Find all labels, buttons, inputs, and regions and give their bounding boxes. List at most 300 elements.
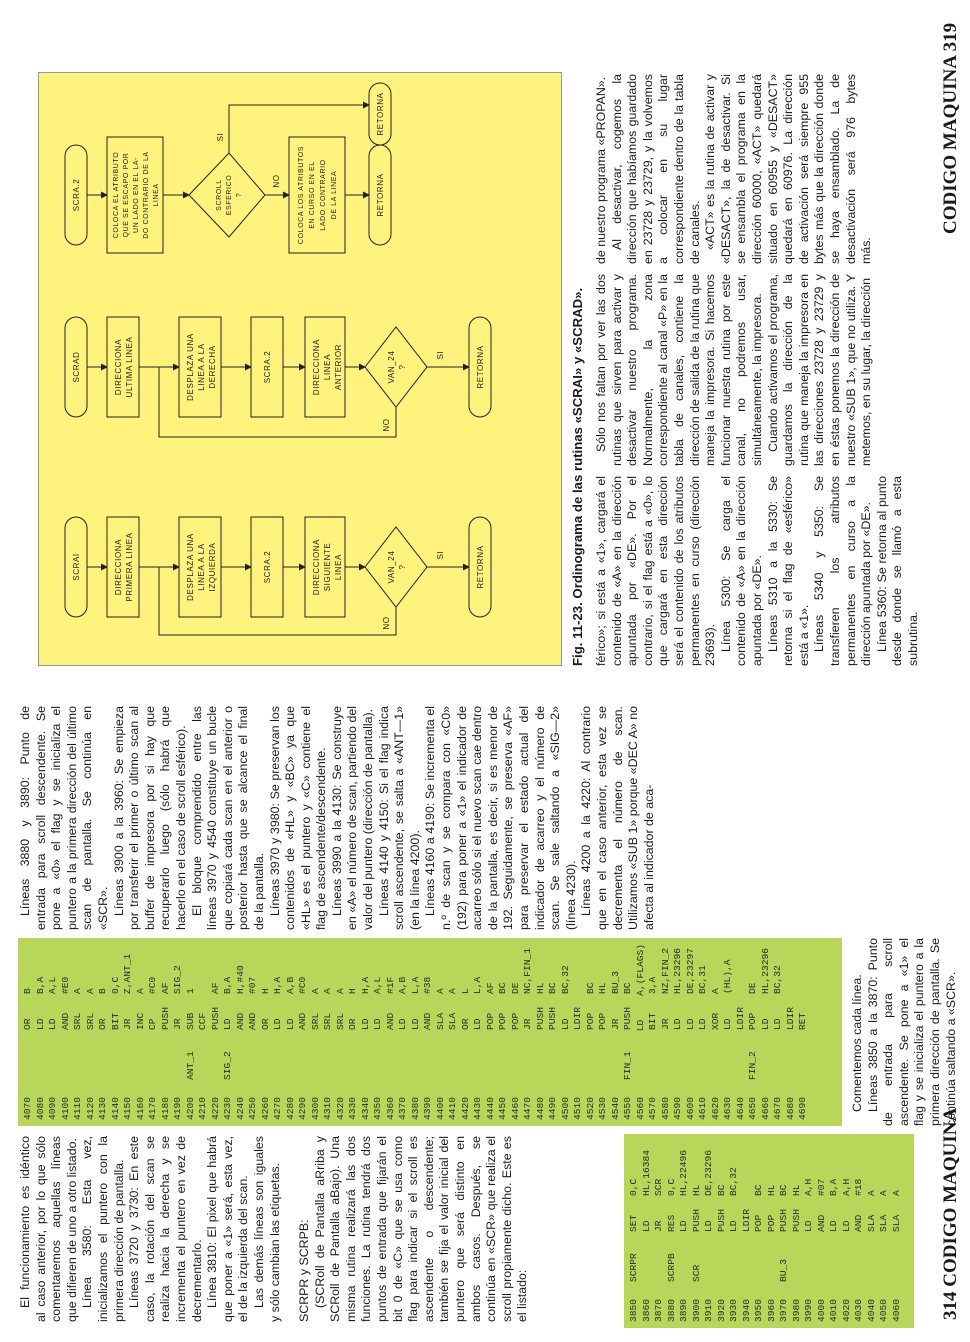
flow-text: DE LA LINEA (331, 170, 338, 220)
line-number: 4130 (97, 1096, 108, 1120)
operand: A (878, 1190, 889, 1196)
label (447, 1030, 460, 1080)
code-line (610, 944, 623, 1120)
mnemonic: AND (815, 1214, 827, 1232)
line-number: 4650 (747, 1096, 758, 1120)
label (285, 1030, 298, 1080)
operand: HL,22496 (678, 1149, 689, 1196)
line-number: 4200 (184, 1096, 196, 1120)
line-number: 4290 (297, 1096, 308, 1120)
code-line (460, 944, 473, 1120)
paragraph: Líneas 5340 y 5350: Se transfieren los atributos permanentes en curso a la dirección apuntada por «DE». (812, 476, 874, 666)
operand: BC (547, 982, 558, 994)
line-number: 3940 (740, 1298, 752, 1322)
operand (197, 944, 210, 994)
operand: HL (790, 1184, 802, 1196)
code-line (72, 944, 85, 1120)
flow-start-scrad: SCRAD (72, 351, 81, 383)
code-line (122, 944, 135, 1120)
label (210, 1030, 223, 1080)
code-line (272, 944, 285, 1120)
mnemonic: SET (628, 1214, 639, 1232)
operand: A,B (284, 976, 296, 994)
operand (797, 944, 810, 994)
flow-text: COLOCA LOS ATRIBUTOS (298, 145, 305, 245)
operand: DE,23297 (684, 947, 696, 994)
operand: BC (584, 982, 596, 994)
label (460, 1030, 473, 1080)
operand: BC (715, 1184, 727, 1196)
label: SCRPR (628, 1253, 639, 1282)
label: SCR (690, 1264, 702, 1282)
mnemonic: LD (47, 1018, 58, 1030)
code-line (247, 944, 260, 1120)
line-number: 3950 (753, 1298, 764, 1322)
mnemonic: JR (172, 1018, 183, 1030)
code-line (135, 944, 148, 1120)
mnemonic: AND (384, 1012, 396, 1030)
code-line (585, 944, 598, 1120)
operand: BC,31 (697, 965, 708, 994)
operand: A (322, 988, 333, 994)
mnemonic: POP (753, 1214, 764, 1232)
line-number: 4120 (84, 1096, 96, 1120)
code-line (285, 944, 298, 1120)
code-line (697, 944, 710, 1120)
label (828, 1232, 841, 1282)
operand: AF (209, 982, 221, 994)
label (410, 1030, 423, 1080)
line-number: 4190 (172, 1096, 183, 1120)
code-line (635, 944, 648, 1120)
line-number: 4480 (534, 1096, 546, 1120)
code-line (722, 944, 735, 1120)
mnemonic: OR (97, 1018, 108, 1030)
operand (572, 944, 585, 994)
label (97, 1030, 110, 1080)
operand: A,B (397, 976, 408, 994)
operand: 0,C (665, 1178, 677, 1196)
line-number: 4670 (772, 1096, 783, 1120)
label (47, 1030, 60, 1080)
flow-label-no: NO (382, 418, 391, 432)
operand: A (709, 988, 721, 994)
paragraph: Líneas 3970 y 3980: Se preservan los contenidos de «HL» y «BC» ya que «HL» es el puntero y «C» contiene el flag de ascendente/descendente. (267, 706, 329, 930)
line-number: 4440 (484, 1096, 496, 1120)
operand: B,A (828, 1178, 839, 1196)
mnemonic: OR (347, 1018, 358, 1030)
line-number: 4620 (709, 1096, 721, 1120)
label (722, 1030, 735, 1080)
code-line (422, 944, 435, 1120)
label (741, 1232, 754, 1282)
code-line (197, 944, 210, 1120)
label (160, 1030, 173, 1080)
code-line (260, 944, 273, 1120)
paragraph: Línea 5360: Se retorna al punto desde donde se llamó a esta subrutina. (874, 476, 920, 666)
line-number: 4280 (284, 1096, 296, 1120)
paragraph: «ACT» es la rutina de activar y «DESACT», la de desactivar. Si se ensambla el programa en la dirección 60000, «ACT» quedará situado en 60955 y «DESACT» quedará en 60976. La dirección de activación será siempre 955 bytes más que la dirección donde se haya ensamblado. La de desactivación será 976 bytes más. (703, 74, 874, 264)
mnemonic: LD (684, 1018, 696, 1030)
operand: BC,32 (559, 965, 571, 994)
line-number: 4360 (384, 1096, 396, 1120)
label (22, 1030, 35, 1080)
label (85, 1030, 98, 1080)
line-number: 3890 (678, 1298, 689, 1322)
label (547, 1030, 560, 1080)
operand: Z,ANT_1 (122, 953, 133, 994)
operand: 0,C (628, 1178, 639, 1196)
label (135, 1030, 148, 1080)
label (841, 1232, 854, 1282)
mnemonic: JR (522, 1018, 533, 1030)
line-number: 4380 (409, 1096, 421, 1120)
code-line (410, 944, 423, 1120)
label: ANT_1 (184, 1051, 196, 1080)
paragraph: Línea 5300: Se carga el contenido de «A» en la dirección apuntada por «DE». (718, 476, 764, 666)
mnemonic: LD (472, 1018, 483, 1030)
code-line (716, 1140, 729, 1322)
mnemonic: LD (703, 1220, 714, 1232)
flow-label-no: NO (382, 616, 391, 630)
operand: #07 (815, 1178, 827, 1196)
line-number: 4340 (359, 1096, 371, 1120)
line-number: 4040 (865, 1298, 877, 1322)
code-line (841, 1140, 854, 1322)
operand: HL,23296 (759, 947, 771, 994)
mnemonic: LD (409, 1018, 421, 1030)
mnemonic: AND (297, 1012, 308, 1030)
mnemonic: LD (672, 1018, 683, 1030)
code-line (547, 944, 560, 1120)
operand: BU_3 (609, 970, 621, 994)
operand: DE (509, 982, 521, 994)
line-number: 4680 (784, 1096, 796, 1120)
label (510, 1030, 523, 1080)
flow-label-si: SI (436, 550, 445, 560)
line-number: 4270 (272, 1096, 283, 1120)
operand: HL (690, 1184, 702, 1196)
line-number: 3900 (690, 1298, 702, 1322)
flow-text: LINEA (323, 353, 332, 381)
operand: #E0 (59, 976, 71, 994)
label (72, 1030, 85, 1080)
label (772, 1030, 785, 1080)
line-number: 4170 (147, 1096, 158, 1120)
line-number: 4240 (234, 1096, 246, 1120)
line-number: 4430 (472, 1096, 483, 1120)
line-number: 3980 (790, 1298, 802, 1322)
operand (741, 1140, 754, 1196)
line-number: 4410 (447, 1096, 458, 1120)
label (35, 1030, 48, 1080)
code-line (235, 944, 248, 1120)
line-number: 4330 (347, 1096, 358, 1120)
code-line (741, 1140, 754, 1322)
mnemonic: POP (584, 1012, 596, 1030)
line-number: 4580 (659, 1096, 671, 1120)
label (322, 1030, 335, 1080)
mnemonic: LD (559, 1018, 571, 1030)
mnemonic: PUSH (715, 1208, 727, 1232)
operand: #1F (384, 976, 396, 994)
label (197, 1030, 210, 1080)
mnemonic: POP (597, 1012, 608, 1030)
operand: H,A (272, 976, 283, 994)
paragraph: Comentemos cada línea. (850, 974, 864, 1112)
line-number: 4260 (259, 1096, 271, 1120)
left-column-3 (18, 706, 657, 930)
mnemonic: SRL (334, 1012, 346, 1030)
flow-end: RETORNA (376, 92, 385, 136)
code-line (572, 944, 585, 1120)
flow-text: SCROLL (216, 179, 223, 211)
flow-text: SIGUIENTE (323, 542, 332, 592)
code-line (147, 944, 160, 1120)
line-number: 4540 (609, 1096, 621, 1120)
flow-text: DESPLAZA UNA (186, 333, 195, 401)
flow-text: DESPLAZA UNA (186, 533, 195, 601)
mnemonic: LD (359, 1018, 371, 1030)
label (572, 1030, 585, 1080)
operand: L (459, 988, 471, 994)
code-line (385, 944, 398, 1120)
operand: A,L (47, 976, 58, 994)
label (585, 1030, 598, 1080)
line-number: 4050 (878, 1298, 889, 1322)
flowchart-figure (38, 72, 562, 666)
code-line (828, 1140, 841, 1322)
label (297, 1030, 310, 1080)
section-heading: SCRPR y SCRPB: (297, 1219, 312, 1322)
operand: HL (534, 982, 546, 994)
operand: 1 (184, 988, 196, 994)
label (60, 1030, 73, 1080)
operand: H (347, 988, 358, 994)
label (397, 1030, 410, 1080)
code-line (766, 1140, 779, 1322)
mnemonic: PUSH (547, 1006, 558, 1030)
code-listing-2 (18, 938, 842, 1126)
label (641, 1232, 654, 1282)
mnemonic: AND (234, 1012, 246, 1030)
line-number: 4450 (497, 1096, 508, 1120)
line-number: 4070 (22, 1096, 33, 1120)
code-line (685, 944, 698, 1120)
operand: A (447, 988, 458, 994)
label (372, 1030, 385, 1080)
label: BU_3 (778, 1258, 789, 1282)
flowchart-svg (39, 73, 561, 665)
mnemonic: POP (747, 1012, 758, 1030)
operand: SCR (653, 1178, 664, 1196)
mnemonic: PUSH (622, 1006, 633, 1030)
code-line (297, 944, 310, 1120)
operand: #18 (853, 1178, 864, 1196)
operand: BC,32 (772, 965, 783, 994)
flow-label-si: SI (436, 350, 445, 360)
label (172, 1030, 185, 1080)
line-number: 3930 (728, 1298, 739, 1322)
line-number: 4320 (334, 1096, 346, 1120)
operand: H,A (359, 976, 371, 994)
mnemonic: XOR (709, 1012, 721, 1030)
mnemonic: JR (653, 1220, 664, 1232)
code-line (97, 944, 110, 1120)
flow-text: UN LADO EN EL LA- (133, 156, 140, 234)
paragraph: El bloque comprendido entre las líneas 3970 y 4540 constituye un bucle que copiará cada scan en el anterior o posterior hasta que se alcance el final de la pantalla. (189, 706, 266, 930)
line-number: 4690 (797, 1096, 808, 1120)
label (122, 1030, 135, 1080)
mnemonic: SRL (322, 1012, 333, 1030)
paragraph: de nuestro programa «PROPAN». (594, 76, 608, 264)
line-number: 4060 (890, 1298, 902, 1322)
operand: BC (497, 982, 508, 994)
label (422, 1030, 435, 1080)
mnemonic: LD (803, 1220, 814, 1232)
flow-text: DERECHA (208, 345, 217, 389)
line-number: 4100 (59, 1096, 71, 1120)
operand: A (84, 988, 96, 994)
flow-text: ANTERIOR (334, 343, 343, 391)
flow-text: ? (398, 364, 407, 370)
line-number: 4110 (72, 1096, 83, 1120)
code-line (622, 944, 635, 1120)
code-line (728, 1140, 741, 1322)
label (610, 1030, 623, 1080)
line-number: 3910 (703, 1298, 714, 1322)
code-line (310, 944, 323, 1120)
flow-start-scra2: SCRA.2 (72, 178, 81, 212)
flow-text: LINEA (153, 183, 160, 207)
code-line (816, 1140, 829, 1322)
code-line (397, 944, 410, 1120)
label (853, 1232, 866, 1282)
label (435, 1030, 448, 1080)
mnemonic: SRL (309, 1012, 321, 1030)
code-line (803, 1140, 816, 1322)
line-number: 4350 (372, 1096, 383, 1120)
line-number: 3870 (653, 1298, 664, 1322)
mnemonic: LD (284, 1018, 296, 1030)
line-number: 4530 (597, 1096, 608, 1120)
label (791, 1232, 804, 1282)
mnemonic: LD (697, 1018, 708, 1030)
line-number: 3880 (665, 1298, 677, 1322)
mnemonic: POP (484, 1012, 496, 1030)
line-number: 4390 (422, 1096, 433, 1120)
mnemonic: LD (272, 1018, 283, 1030)
line-number: 4550 (622, 1096, 633, 1120)
operand: A (134, 988, 146, 994)
code-line (791, 1140, 804, 1322)
flow-text: ULTIMA LINEA (125, 336, 134, 398)
mnemonic: CP (147, 1018, 158, 1030)
code-line (653, 1140, 666, 1322)
label (535, 1030, 548, 1080)
mnemonic: LD (634, 1019, 646, 1032)
operand: H (259, 988, 271, 994)
mnemonic: JR (122, 1018, 133, 1030)
code-line (753, 1140, 766, 1322)
label (247, 1030, 260, 1080)
mnemonic: PUSH (209, 1006, 221, 1030)
label (878, 1232, 891, 1282)
line-number: 4080 (34, 1096, 46, 1120)
label (660, 1030, 673, 1080)
left-column-1 (18, 1136, 531, 1322)
code-line (785, 944, 798, 1120)
line-number: 4520 (584, 1096, 596, 1120)
label (522, 1030, 535, 1080)
flow-text: DO CONTRARIO DE LA (143, 151, 150, 239)
line-number: 4510 (572, 1096, 583, 1120)
paragraph: Líneas 3990 a la 4130: Se construye en «A» el número de scan, partiendo del valor del puntero (dirección de pantalla). (329, 706, 376, 930)
mnemonic: POP (509, 1012, 521, 1030)
operand: B (22, 988, 33, 994)
paragraph: Cuando activamos el programa, guardamos la dirección de la rutina que maneja la impresora en las direcciones 23728 y 23729 y en éstas ponemos la dirección de nuestro «SUB 1», que no utiliza. Y metemos, en su lugar, la dirección (765, 274, 874, 466)
line-number: 4630 (722, 1096, 733, 1120)
label (728, 1232, 741, 1282)
mnemonic: LD (728, 1220, 739, 1232)
paragraph: (SCRoll de Pantalla aRriba y SCRoll de Pantalla aBajo). Una misma rutina realizará las dos funciones. La rutina tendrá dos puntos de entrada que fijarán el bit 0 de «C» que se usa como flag para indicar si el scroll es ascendente o descendente; también se fija el valor inicial del puntero que será distinto en ambos casos. Después, se continúa en «SCR» que realiza el scroll propiamente dicho. Este es el listado: (312, 1136, 530, 1322)
line-number: 4000 (815, 1298, 827, 1322)
mnemonic: SLA (434, 1012, 446, 1030)
flow-end: RETORNA (476, 545, 485, 589)
line-number: 4640 (734, 1096, 746, 1120)
line-number: 4090 (47, 1096, 58, 1120)
label (653, 1232, 666, 1282)
mnemonic: BIT (109, 1012, 121, 1030)
mnemonic: CCF (197, 1012, 208, 1030)
paragraph: Líneas 3720 y 3730: En este caso, la rotación del scan se realiza hacia la derecha y se incrementa el puntero en vez de decrementarlo. (127, 1136, 204, 1322)
line-number: 3850 (628, 1298, 639, 1322)
mnemonic: OR (459, 1018, 471, 1030)
code-line (335, 944, 348, 1120)
operand (785, 944, 798, 994)
label (260, 1030, 273, 1080)
label: SIG_2 (222, 1051, 233, 1080)
line-number: 4400 (434, 1096, 446, 1120)
mnemonic: LD (640, 1220, 652, 1232)
code-listing-1 (624, 1134, 914, 1328)
label (803, 1232, 816, 1282)
flow-text: VAN_24 (387, 350, 396, 384)
flow-text: SCRA.2 (263, 350, 272, 384)
line-number: 3920 (715, 1298, 727, 1322)
line-number: 3990 (803, 1298, 814, 1322)
code-line (35, 944, 48, 1120)
line-number: 4160 (134, 1096, 146, 1120)
code-line (510, 944, 523, 1120)
mnemonic: LD (678, 1220, 689, 1232)
code-line (678, 1140, 691, 1322)
mnemonic: SLA (890, 1214, 902, 1232)
line-number: 3960 (765, 1298, 777, 1322)
operand: B (97, 988, 108, 994)
operand: DE,23296 (703, 1149, 714, 1196)
flow-label-si: SI (216, 132, 225, 142)
operand: BC (778, 1184, 789, 1196)
code-line (641, 1140, 654, 1322)
code-line (185, 944, 198, 1120)
mnemonic: LDIR (740, 1208, 752, 1232)
line-number: 4030 (853, 1298, 864, 1322)
flow-text: LADO CONTRARIO (320, 159, 327, 231)
code-line (535, 944, 548, 1120)
line-number: 4570 (647, 1096, 658, 1120)
mnemonic: POP (497, 1012, 508, 1030)
